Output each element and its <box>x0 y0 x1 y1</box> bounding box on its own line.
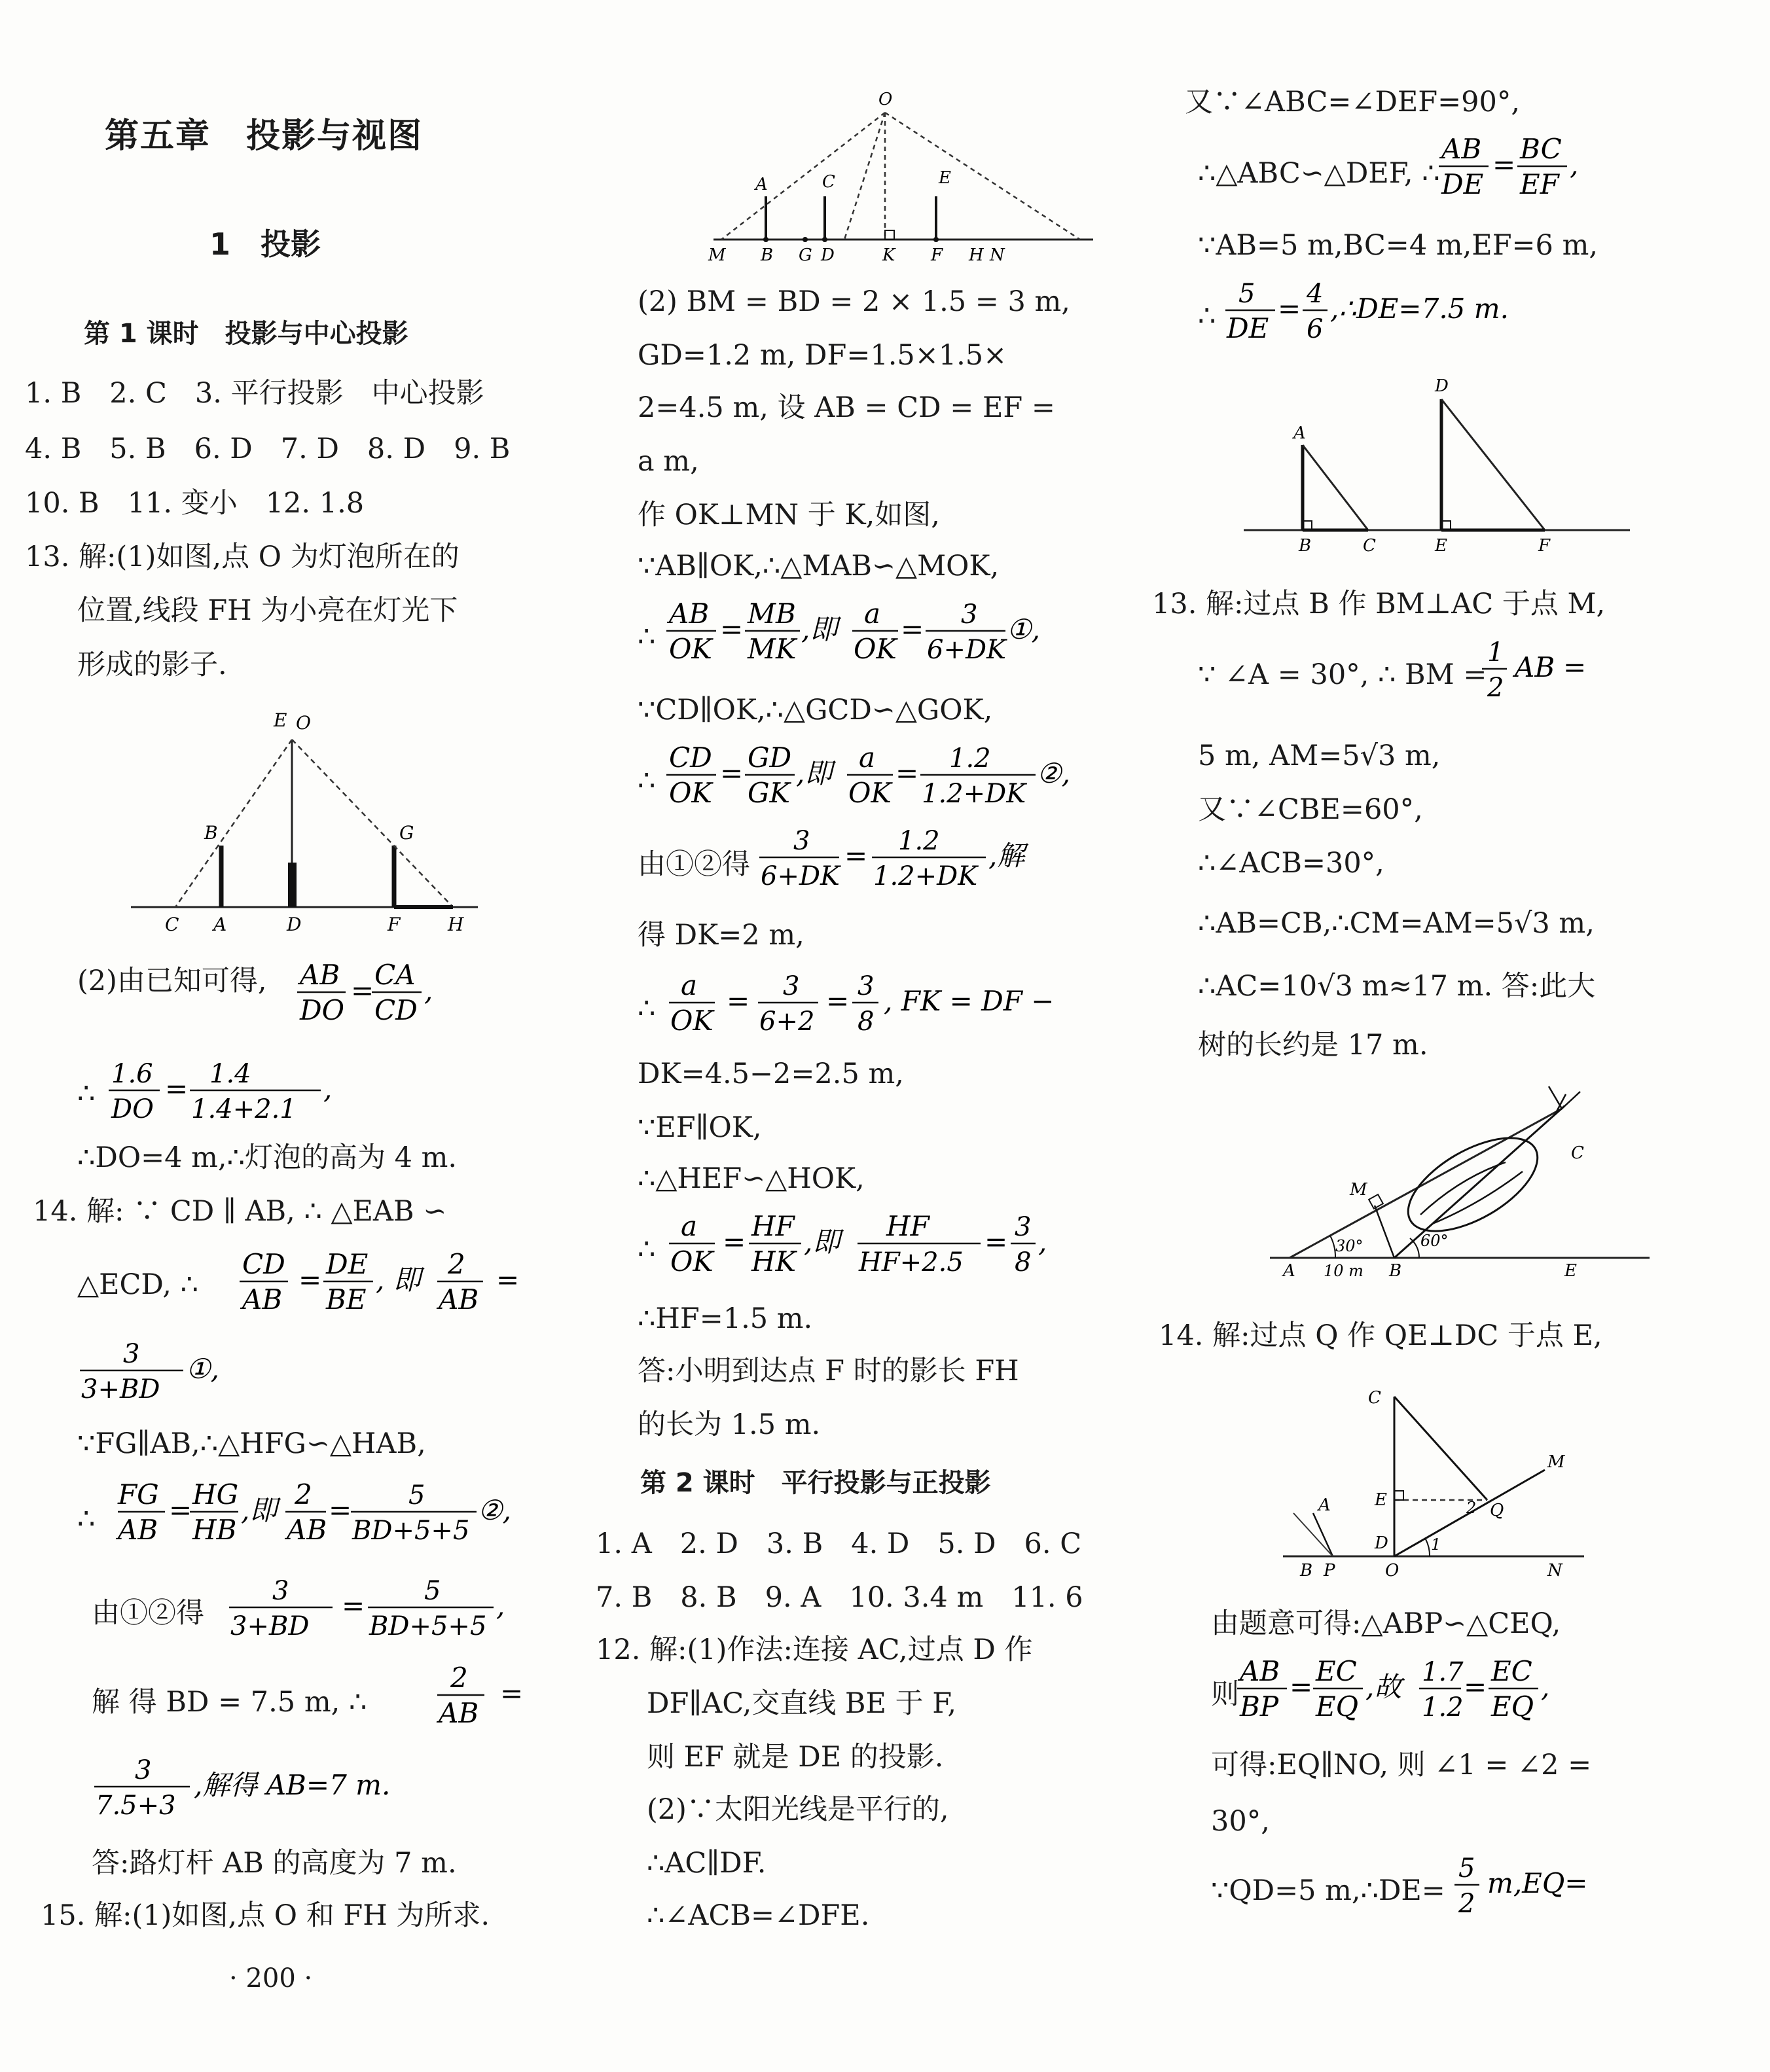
answer-line: 7. B 8. B 9. A 10. 3.4 m 11. 6 <box>596 1581 1083 1614</box>
chapter-title: 第五章 投影与视图 <box>105 116 424 156</box>
svg-text:CD: CD <box>374 994 418 1026</box>
svg-text:HF+2.5: HF+2.5 <box>859 1247 964 1277</box>
svg-text:=: = <box>720 613 744 645</box>
svg-text:3: 3 <box>1015 1212 1032 1242</box>
fig-label: H <box>448 914 464 935</box>
answer-line: ∴ <box>1198 300 1216 332</box>
fig-label: A <box>213 914 227 935</box>
svg-text:=: = <box>1464 1671 1487 1703</box>
svg-text:4: 4 <box>1307 279 1324 309</box>
fraction-3-75 <box>92 1751 484 1823</box>
svg-text:AB: AB <box>669 598 710 630</box>
svg-text:1.2+DK: 1.2+DK <box>922 779 1026 809</box>
svg-text:=: = <box>984 1226 1008 1258</box>
answer-line: ∴ <box>638 764 656 797</box>
svg-text:CD: CD <box>669 741 712 774</box>
fig-label: K <box>882 245 895 265</box>
answer-line: ∴AC∥DF. <box>647 1847 767 1880</box>
svg-text:8: 8 <box>1015 1247 1032 1277</box>
fraction-3-3bd <box>77 1335 274 1407</box>
svg-text:AB: AB <box>439 1283 479 1315</box>
page-number: · 200 · <box>229 1963 313 1993</box>
svg-text:CA: CA <box>374 959 416 991</box>
svg-text:=: = <box>727 985 750 1017</box>
answer-line: ∵EF∥OK, <box>638 1111 762 1144</box>
svg-text:, FK = DF −: , FK = DF − <box>884 985 1055 1017</box>
fig-label: 1 <box>1431 1535 1441 1554</box>
answer-line: 30°, <box>1211 1805 1270 1838</box>
svg-text:=: = <box>342 1590 365 1622</box>
answer-line: 的长为 1.5 m. <box>638 1408 821 1441</box>
svg-text:AB: AB <box>1441 133 1482 165</box>
svg-text:1.6: 1.6 <box>111 1059 153 1089</box>
svg-text:DE: DE <box>1441 168 1484 200</box>
svg-text:HB: HB <box>192 1514 237 1546</box>
svg-text:2: 2 <box>448 1248 465 1280</box>
svg-text:=: = <box>1492 149 1516 181</box>
fig-label: A <box>755 175 768 194</box>
answer-line: DK=4.5−2=2.5 m, <box>638 1058 904 1090</box>
answer-line: 又∵∠ABC=∠DEF=90°, <box>1185 86 1521 118</box>
svg-text:GK: GK <box>748 777 790 809</box>
fig-label: O <box>878 90 893 109</box>
answer-line: 可得:EQ∥NO, 则 ∠1 = ∠2 = <box>1211 1749 1592 1781</box>
answer-line: 2=4.5 m, 设 AB = CD = EF = <box>638 391 1055 424</box>
answer-line: 作 OK⊥MN 于 K,如图, <box>638 499 940 531</box>
fraction-fg-ab <box>98 1476 524 1548</box>
answer-line: 又∵∠CBE=60°, <box>1198 793 1423 826</box>
svg-text:=: = <box>1290 1671 1313 1703</box>
fig-label: F <box>1538 536 1551 556</box>
answer-line: (2)∵太阳光线是平行的, <box>647 1793 949 1826</box>
answer-line: ∵AB=5 m,BC=4 m,EF=6 m, <box>1198 229 1598 262</box>
svg-text:3+BD: 3+BD <box>81 1374 160 1404</box>
fig-label: O <box>1385 1561 1400 1581</box>
svg-text:HF: HF <box>886 1210 930 1242</box>
svg-text:5: 5 <box>424 1576 441 1606</box>
fraction-3-6dk <box>759 822 1100 894</box>
answer-line: ∵CD∥OK,∴△GCD∽△GOK, <box>638 694 993 726</box>
svg-text:DE: DE <box>326 1248 369 1280</box>
answer-line: 由①②得 <box>638 848 750 881</box>
svg-text:,: , <box>323 1073 333 1105</box>
fig-label: Q <box>1490 1501 1504 1520</box>
svg-text:OK: OK <box>669 777 712 809</box>
fig-label: E <box>274 709 287 731</box>
column-3 <box>1146 0 1770 2072</box>
answer-line: 10. B 11. 变小 12. 1.8 <box>25 487 365 520</box>
answer-line: ∴ <box>638 1233 656 1266</box>
svg-text:OK: OK <box>670 1245 713 1277</box>
answer-line: ∴AB=CB,∴CM=AM=5√3 m, <box>1198 907 1595 940</box>
figure-lamp-shadow <box>124 700 491 936</box>
fraction-ab-do <box>293 957 444 1029</box>
svg-text:FG: FG <box>118 1478 159 1510</box>
answer-line: 14. 解:过点 Q 作 QE⊥DC 于点 E, <box>1159 1319 1602 1352</box>
svg-text:=: = <box>165 1073 189 1105</box>
svg-text:6+DK: 6+DK <box>927 635 1006 665</box>
fig-label: P <box>1324 1561 1335 1581</box>
figure-slope-shadow <box>1276 1368 1617 1590</box>
svg-text:MK: MK <box>748 633 797 665</box>
svg-text:=: = <box>844 840 868 872</box>
svg-text:AB: AB <box>242 1283 283 1315</box>
answer-line: 则 <box>1211 1678 1239 1711</box>
answer-line: ∴△HEF∽△HOK, <box>638 1162 865 1195</box>
svg-text:2: 2 <box>295 1478 312 1510</box>
svg-text:7.5+3: 7.5+3 <box>96 1791 176 1821</box>
fig-label: M <box>1350 1180 1367 1200</box>
fig-label: F <box>388 914 401 935</box>
answer-line: 则 EF 就是 DE 的投影. <box>647 1741 944 1774</box>
answer-line: 13. 解:(1)如图,点 O 为灯泡所在的 <box>25 541 460 573</box>
fig-label: B <box>1300 1561 1313 1581</box>
svg-text:1.2: 1.2 <box>898 826 940 856</box>
svg-text:5: 5 <box>1458 1853 1475 1884</box>
answer-line: ∴ <box>77 1503 96 1535</box>
answer-line: 1. A 2. D 3. B 4. D 5. D 6. C <box>596 1527 1082 1560</box>
fig-label: 10 m <box>1324 1262 1364 1280</box>
svg-text:1.7: 1.7 <box>1422 1657 1464 1687</box>
svg-text:OK: OK <box>670 1005 713 1037</box>
svg-text:3+BD: 3+BD <box>230 1611 310 1641</box>
fig-label: C <box>822 172 835 192</box>
svg-text:=: = <box>351 974 374 1007</box>
answer-line: DF∥AC,交直线 BE 于 F, <box>647 1687 957 1720</box>
svg-text:m,EQ=: m,EQ= <box>1487 1867 1588 1899</box>
answer-line: 形成的影子. <box>77 649 227 681</box>
svg-text:②,: ②, <box>478 1494 512 1526</box>
fig-label: M <box>1547 1452 1565 1472</box>
fig-label: B <box>1299 536 1312 556</box>
fig-label: A <box>1293 423 1306 443</box>
svg-text:=: = <box>895 757 919 789</box>
svg-text:,: , <box>1541 1671 1550 1703</box>
fig-label: G <box>399 822 414 844</box>
svg-text:EQ: EQ <box>1316 1690 1359 1723</box>
answer-line: ∴∠ACB=30°, <box>1198 847 1384 880</box>
fig-label: C <box>1368 1388 1381 1408</box>
answer-line: ∵AB∥OK,∴△MAB∽△MOK, <box>638 550 1000 582</box>
svg-text:5: 5 <box>408 1480 425 1510</box>
svg-text:BC: BC <box>1520 133 1562 165</box>
svg-text:AB: AB <box>439 1697 479 1729</box>
svg-text:6: 6 <box>1307 314 1324 344</box>
svg-text:1.4: 1.4 <box>209 1059 251 1089</box>
answer-line: △ECD, ∴ <box>77 1268 198 1301</box>
fig-label: C <box>1363 536 1376 556</box>
svg-text:HF: HF <box>751 1210 795 1242</box>
svg-text:=: = <box>329 1494 352 1526</box>
svg-text:1.2+DK: 1.2+DK <box>873 861 978 891</box>
svg-text:,解: ,解 <box>988 840 1025 872</box>
svg-text:,: , <box>1570 149 1579 181</box>
svg-text:BE: BE <box>326 1283 367 1315</box>
svg-text:AB: AB <box>118 1514 158 1546</box>
answer-line: 答:路灯杆 AB 的高度为 7 m. <box>92 1847 457 1880</box>
svg-text:1.2: 1.2 <box>1422 1692 1464 1723</box>
answer-line: 13. 解:过点 B 作 BM⊥AC 于点 M, <box>1152 588 1606 620</box>
column-2 <box>569 0 1139 2072</box>
svg-text:MB: MB <box>748 598 796 630</box>
fraction-16-do <box>105 1054 353 1126</box>
svg-text:DO: DO <box>111 1094 154 1124</box>
svg-text:AB: AB <box>300 959 340 991</box>
fig-label: C <box>1571 1143 1584 1163</box>
svg-text:EQ: EQ <box>1491 1690 1534 1723</box>
svg-text:a: a <box>864 598 881 630</box>
svg-text:BP: BP <box>1240 1690 1279 1723</box>
svg-text:,解得 AB=7 m.: ,解得 AB=7 m. <box>194 1769 391 1801</box>
svg-text:a: a <box>681 1210 698 1242</box>
fig-label: E <box>1435 536 1447 556</box>
svg-text:3: 3 <box>783 971 800 1001</box>
svg-text:=: = <box>1563 651 1587 683</box>
answer-line: ∴ <box>638 992 656 1025</box>
svg-text:6+2: 6+2 <box>759 1007 815 1037</box>
svg-text:=: = <box>720 757 744 789</box>
svg-text:5: 5 <box>1238 279 1255 309</box>
fraction-ab-bp <box>1237 1653 1604 1725</box>
fraction-5-2 <box>1451 1849 1647 1921</box>
svg-text:,: , <box>424 974 433 1007</box>
svg-text:②,: ②, <box>1037 757 1071 789</box>
figure-sun-shadows <box>1237 373 1643 563</box>
svg-text:1.2: 1.2 <box>949 743 991 774</box>
svg-text:,: , <box>1038 1226 1047 1258</box>
fig-label: A <box>1318 1495 1331 1515</box>
fig-label: 30° <box>1335 1237 1364 1255</box>
answer-line: ∴DO=4 m,∴灯泡的高为 4 m. <box>77 1141 458 1174</box>
svg-text:HK: HK <box>751 1245 797 1277</box>
answer-line: 4. B 5. B 6. D 7. D 8. D 9. B <box>25 433 511 465</box>
answer-line: ∴∠ACB=∠DFE. <box>647 1899 870 1932</box>
fig-label: 2 <box>1466 1499 1477 1517</box>
svg-text:3: 3 <box>961 599 978 630</box>
svg-text:1: 1 <box>1487 637 1504 668</box>
answer-line: (2)由已知可得, <box>77 965 267 997</box>
svg-text:,即: ,即 <box>796 757 833 789</box>
answer-line: 位置,线段 FH 为小亮在灯光下 <box>77 594 458 627</box>
answer-line: 答:小明到达点 F 时的影长 FH <box>638 1355 1019 1387</box>
fraction-3-3bd-eq <box>226 1572 534 1644</box>
svg-text:6+DK: 6+DK <box>761 861 840 891</box>
column-1 <box>0 0 556 2072</box>
svg-text:3: 3 <box>793 826 810 856</box>
answer-line: 解 得 BD = 7.5 m, ∴ <box>92 1686 367 1719</box>
fig-label: H <box>969 245 984 265</box>
svg-text:8: 8 <box>858 1007 875 1037</box>
svg-text:2: 2 <box>1458 1889 1475 1919</box>
svg-text:CD: CD <box>242 1248 285 1280</box>
svg-text:=: = <box>723 1226 746 1258</box>
svg-text:AB: AB <box>1240 1655 1280 1687</box>
answer-line: 12. 解:(1)作法:连接 AC,过点 D 作 <box>596 1634 1033 1666</box>
fraction-2-ab <box>432 1660 537 1732</box>
svg-text:, 即: , 即 <box>376 1264 421 1296</box>
svg-text:3: 3 <box>858 971 875 1001</box>
svg-text:,即: ,即 <box>241 1494 278 1526</box>
answer-line: a m, <box>638 445 699 478</box>
answer-line: ∴ <box>638 620 656 653</box>
answer-line: 15. 解:(1)如图,点 O 和 FH 为所求. <box>41 1899 490 1932</box>
svg-text:3: 3 <box>135 1755 152 1785</box>
svg-text:,即: ,即 <box>801 613 838 645</box>
fig-label: E <box>939 168 951 188</box>
svg-text:EF: EF <box>1520 168 1559 200</box>
svg-text:BD+5+5: BD+5+5 <box>369 1611 487 1641</box>
fig-label: B <box>204 822 218 844</box>
svg-text:3: 3 <box>123 1339 140 1369</box>
svg-text:=: = <box>169 1494 192 1526</box>
fraction-5-de <box>1223 275 1524 347</box>
svg-text:=: = <box>826 985 850 1017</box>
answer-line: ∵QD=5 m,∴DE= <box>1211 1874 1445 1907</box>
svg-text:DE: DE <box>1227 312 1269 344</box>
svg-text:=: = <box>1278 293 1301 325</box>
fraction-ab-ok <box>661 596 1080 668</box>
answer-line: 由题意可得:△ABP∽△CEQ, <box>1211 1607 1561 1640</box>
fig-label: D <box>1435 376 1449 396</box>
fig-label: M <box>708 245 726 265</box>
svg-text:1.4+2.1: 1.4+2.1 <box>191 1094 297 1124</box>
svg-text:GD: GD <box>748 741 792 774</box>
svg-text:,: , <box>496 1590 505 1622</box>
svg-text:=: = <box>496 1264 520 1296</box>
answer-line: 1. B 2. C 3. 平行投影 中心投影 <box>25 377 484 410</box>
answer-line: ∴ <box>77 1077 96 1110</box>
answer-line: (2) BM = BD = 2 × 1.5 = 3 m, <box>638 285 1070 318</box>
lesson-title: 第 2 课时 平行投影与正投影 <box>640 1468 991 1498</box>
fig-label: E <box>1564 1261 1577 1281</box>
fig-label: 60° <box>1420 1232 1449 1250</box>
answer-line: ∴AC=10√3 m≈17 m. 答:此大 <box>1198 970 1596 1003</box>
svg-text:OK: OK <box>854 633 897 665</box>
answer-line: ∵FG∥AB,∴△HFG∽△HAB, <box>77 1427 426 1460</box>
answer-line: ∴HF=1.5 m. <box>638 1302 813 1335</box>
figure-tree-slope <box>1263 1080 1656 1283</box>
answer-line: ∵ ∠A = 30°, ∴ BM = <box>1198 658 1487 691</box>
svg-text:,故: ,故 <box>1365 1671 1402 1703</box>
fig-label: O <box>296 712 311 734</box>
fig-label: G <box>799 245 812 265</box>
svg-text:=: = <box>901 613 924 645</box>
fraction-cd-ab <box>236 1246 537 1318</box>
svg-text:2: 2 <box>450 1662 468 1694</box>
section-title: 1 投影 <box>209 226 321 262</box>
svg-text:,即: ,即 <box>804 1226 840 1258</box>
fig-label: D <box>821 245 835 265</box>
svg-text:AB: AB <box>1515 651 1555 683</box>
fraction-hf-hk <box>661 1208 1106 1280</box>
svg-text:OK: OK <box>848 777 892 809</box>
svg-text:a: a <box>681 969 698 1001</box>
lesson-title: 第 1 课时 投影与中心投影 <box>84 319 408 349</box>
fraction-1-2 <box>1478 634 1629 706</box>
answer-line: 得 DK=2 m, <box>638 919 804 952</box>
answer-line: 由①②得 <box>92 1597 204 1630</box>
svg-text:AB: AB <box>287 1514 327 1546</box>
svg-text:=: = <box>298 1264 322 1296</box>
fig-label: B <box>1389 1261 1402 1281</box>
fig-label: N <box>990 245 1005 265</box>
svg-text:3: 3 <box>272 1576 289 1606</box>
answer-line: 14. 解: ∵ CD ∥ AB, ∴ △EAB ∽ <box>33 1195 447 1228</box>
svg-text:①,: ①, <box>186 1353 220 1385</box>
svg-text:BD+5+5: BD+5+5 <box>352 1516 470 1546</box>
svg-text:,∴DE=7.5 m.: ,∴DE=7.5 m. <box>1330 293 1509 325</box>
fig-label: N <box>1547 1561 1562 1581</box>
fig-label: D <box>1375 1533 1388 1553</box>
fraction-cd-ok <box>661 740 1106 812</box>
svg-text:OK: OK <box>669 633 712 665</box>
fraction-a-ok <box>661 967 1106 1039</box>
svg-text:=: = <box>500 1677 524 1709</box>
answer-line: 树的长约是 17 m. <box>1198 1029 1428 1062</box>
figure-street-lamps <box>700 85 1106 268</box>
svg-text:HG: HG <box>192 1478 239 1510</box>
fraction-ab-de <box>1439 131 1609 203</box>
fig-label: C <box>165 914 179 935</box>
answer-line: GD=1.2 m, DF=1.5×1.5× <box>638 339 1007 372</box>
answer-line: ∴△ABC∽△DEF, ∴ <box>1198 157 1440 190</box>
fig-label: A <box>1283 1261 1295 1281</box>
svg-text:EC: EC <box>1316 1655 1357 1687</box>
svg-text:DO: DO <box>300 994 345 1026</box>
svg-text:①,: ①, <box>1007 613 1041 645</box>
fig-label: E <box>1375 1490 1387 1510</box>
fig-label: F <box>931 245 943 265</box>
svg-text:2: 2 <box>1487 673 1504 703</box>
fig-label: B <box>761 245 774 265</box>
svg-text:a: a <box>859 741 876 774</box>
answer-line: 5 m, AM=5√3 m, <box>1198 740 1441 772</box>
svg-text:EC: EC <box>1491 1655 1532 1687</box>
fig-label: D <box>287 914 302 935</box>
